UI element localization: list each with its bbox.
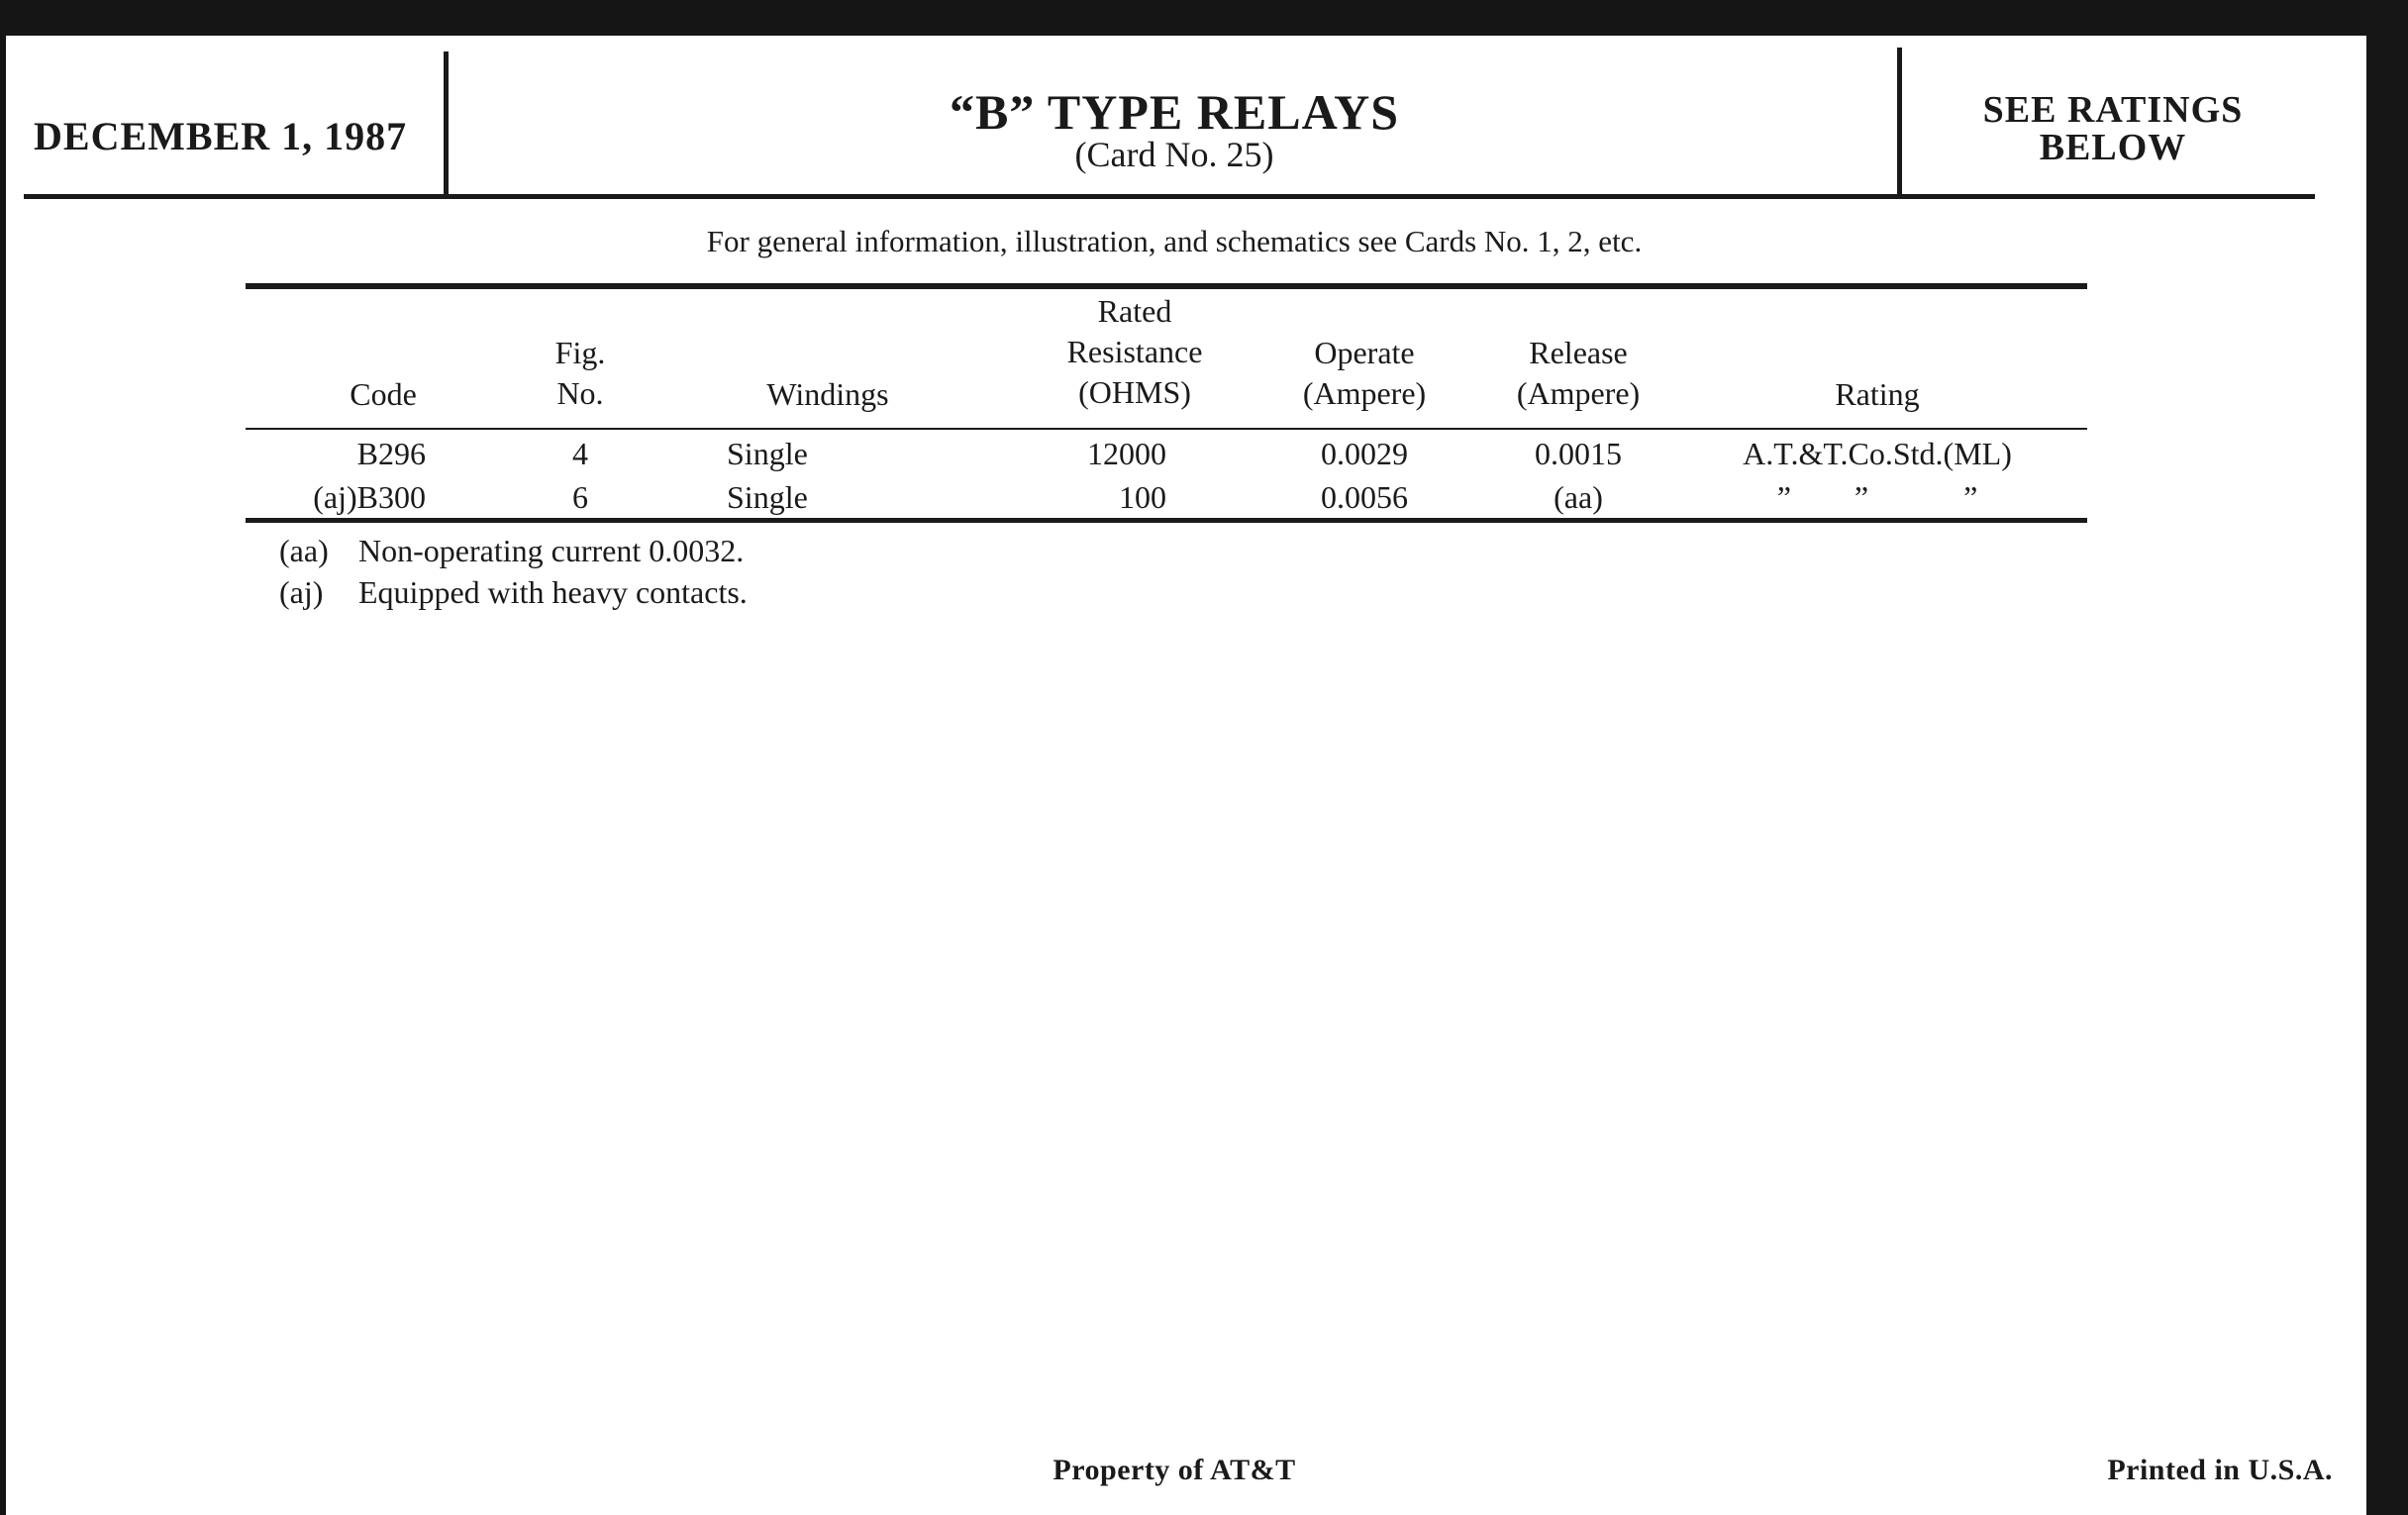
footer-printed: Printed in U.S.A. [2107,1454,2333,1486]
col-header-resistance-line2: Resistance [1066,334,1203,369]
cell-operate: 0.0056 [1321,479,1408,515]
footnote-text: Equipped with heavy contacts. [358,574,748,610]
col-header-operate-line1: Operate [1314,335,1415,370]
cell-operate: 0.0029 [1321,436,1408,471]
table-header-rule [246,428,2087,430]
ratings-note [1905,91,2321,166]
table-top-rule [246,283,2087,289]
scan-top-border [0,0,2408,36]
ratings-note-line1: SEE RATINGS [1982,89,2244,131]
col-header-operate [1275,333,1454,414]
footer-property: Property of AT&T [1053,1454,1296,1486]
cell-fig: 4 [572,436,588,471]
cell-windings: Single [727,436,808,471]
col-header-release [1489,333,1667,414]
col-header-windings: Windings [766,376,889,412]
table-bottom-rule [246,518,2087,523]
cell-release: 0.0015 [1535,436,1622,471]
col-header-operate-line2: (Ampere) [1302,375,1427,411]
ratings-note-line2: BELOW [2039,127,2187,168]
footnote-text: Non-operating current 0.0032. [358,533,745,568]
general-info-note: For general information, illustration, and schematics see Cards No. 1, 2, etc. [706,224,1643,258]
col-header-resistance [1026,291,1244,413]
header-rule [24,194,2315,199]
col-header-code: Code [350,376,417,412]
cell-resistance: 100 [1119,479,1166,515]
cell-fig: 6 [572,479,588,515]
footnote-aj [279,572,748,612]
cell-code: (aj)B300 [313,479,426,515]
footnote-key: (aj) [279,574,324,610]
cell-resistance: 12000 [1087,436,1166,471]
header-divider-left [444,51,449,198]
col-header-fig-line2: No. [556,375,604,411]
col-header-resistance-line1: Rated [1097,293,1172,329]
cell-code: B296 [356,436,426,471]
relay-card [6,36,2366,1515]
cell-release: (aa) [1554,479,1603,515]
col-header-resistance-line3: (OHMS) [1078,374,1191,410]
col-header-release-line2: (Ampere) [1516,375,1641,411]
cell-rating-ditto: ” ” ” [1776,479,1978,515]
col-header-fig-line1: Fig. [554,335,606,370]
cell-rating: A.T.&T.Co.Std.(ML) [1743,436,2012,471]
cell-windings: Single [727,479,808,515]
col-header-release-line1: Release [1529,335,1628,370]
scan-right-border [2366,0,2408,1515]
header-divider-right [1897,48,1902,198]
card-date: DECEMBER 1, 1987 [34,114,408,158]
col-header-rating: Rating [1835,376,1920,412]
card-number: (Card No. 25) [1074,135,1274,174]
footnote-aa [279,531,744,570]
card-title: “B” TYPE RELAYS [949,84,1400,140]
footnote-key: (aa) [279,533,329,568]
col-header-fig [511,333,650,414]
